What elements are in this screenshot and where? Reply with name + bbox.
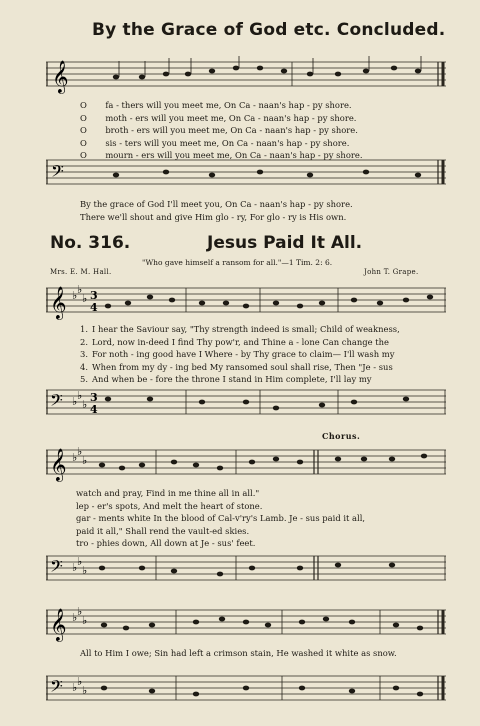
svg-text:𝄢: 𝄢 (51, 161, 64, 185)
svg-text:𝄢: 𝄢 (50, 556, 63, 580)
svg-text:4: 4 (90, 403, 98, 416)
verse-line: watch and pray, Find in me thine all in all." (76, 488, 260, 498)
verse-line: gar - ments white In the blood of Cal-v'ry's Lamb. Je - sus paid it all, (76, 513, 366, 523)
svg-text:𝄞: 𝄞 (50, 448, 67, 481)
stanza-line: O sis - ters will you meet me, On Ca - naan's hap - py shore. (80, 137, 350, 148)
system2-bass-staff (46, 552, 448, 586)
svg-text:♭: ♭ (72, 289, 78, 302)
svg-text:♭: ♭ (77, 445, 83, 458)
scripture-reference: "Who gave himself a ransom for all."—1 Tim. 2: 6. (142, 258, 333, 267)
music-composer: John T. Grape. (364, 268, 419, 276)
system3-bass-staff (46, 672, 448, 706)
verse-lyrics-system1 (80, 323, 400, 386)
svg-text:♭: ♭ (82, 292, 88, 305)
svg-text:𝄢: 𝄢 (50, 390, 63, 414)
refrain-lyrics: All to Him I owe; Sin had left a crimson stain, He washed it white as snow. (80, 648, 397, 658)
stanza-line: O moth - ers will you meet me, On Ca - naan's hap - py shore. (80, 112, 357, 123)
svg-text:♭: ♭ (77, 605, 83, 618)
svg-text:𝄞: 𝄞 (50, 608, 67, 641)
top-treble-staff (46, 56, 448, 96)
svg-text:♭: ♭ (77, 555, 83, 568)
stanza-line: O mourn - ers will you meet me, On Ca - naan's hap - py shore. (80, 150, 363, 160)
svg-text:♭: ♭ (82, 454, 88, 467)
top-refrain-lyrics: By the grace of God I'll meet you, On Ca - naan's hap - py shore. There we'll shout and give Him glo - ry, For glo - ry is His own. (80, 199, 353, 222)
stanza-line: O broth - ers will you meet me, On Ca - naan's hap - py shore. (80, 125, 358, 135)
system2-treble-staff (46, 444, 448, 484)
svg-text:♭: ♭ (82, 398, 88, 411)
verse-line: 2. Lord, now in-deed I find Thy pow'r, and Thine a - lone Can change the (80, 336, 389, 347)
system1-bass-staff (46, 386, 448, 420)
stanza-line: O fa - thers will you meet me, On Ca - naan's hap - py shore. (80, 100, 352, 110)
svg-text:♭: ♭ (72, 611, 78, 624)
svg-text:♭: ♭ (77, 675, 83, 688)
svg-text:♭: ♭ (72, 561, 78, 574)
system1-treble-staff (46, 282, 448, 322)
words-author: Mrs. E. M. Hall. (50, 268, 112, 276)
svg-text:♭: ♭ (72, 395, 78, 408)
svg-text:♭: ♭ (77, 389, 83, 402)
svg-text:♭: ♭ (77, 283, 83, 296)
system3-treble-staff (46, 604, 448, 644)
top-stanza-lyrics (80, 99, 363, 162)
hymn-number: No. 316. (50, 233, 131, 253)
svg-text:♭: ♭ (72, 451, 78, 464)
svg-text:𝄢: 𝄢 (50, 676, 63, 700)
top-bass-staff (46, 156, 448, 190)
verse-line: 3. For noth - ing good have I Where - by Thy grace to claim— I'll wash my (80, 349, 395, 359)
verse-line: tro - phies down, All down at Je - sus' feet. (76, 538, 256, 548)
verse-lyrics-system2 (76, 487, 365, 550)
svg-text:♭: ♭ (82, 564, 88, 577)
verse-line: 5. And when be - fore the throne I stand in Him complete, I'll lay my (80, 374, 372, 384)
hymn-title: Jesus Paid It All. (207, 233, 363, 253)
svg-text:♭: ♭ (82, 614, 88, 627)
verse-line: lep - er's spots, And melt the heart of stone. (76, 500, 263, 511)
svg-text:3: 3 (90, 289, 98, 302)
svg-text:𝄞: 𝄞 (52, 60, 69, 93)
chorus-label: Chorus. (322, 431, 361, 441)
svg-text:3: 3 (90, 391, 98, 404)
verse-line: 4. When from my dy - ing bed My ransomed soul shall rise, Then "Je - sus (80, 361, 393, 372)
top-hymn-title: By the Grace of God etc. Concluded. (92, 20, 446, 40)
svg-text:4: 4 (90, 301, 98, 314)
svg-text:♭: ♭ (82, 684, 88, 697)
svg-text:♭: ♭ (72, 681, 78, 694)
verse-line: paid it all," Shall rend the vault-ed skies. (76, 525, 250, 536)
verse-line: 1. I hear the Saviour say, "Thy strength indeed is small; Child of weakness, (80, 324, 400, 334)
svg-text:𝄞: 𝄞 (50, 286, 67, 319)
